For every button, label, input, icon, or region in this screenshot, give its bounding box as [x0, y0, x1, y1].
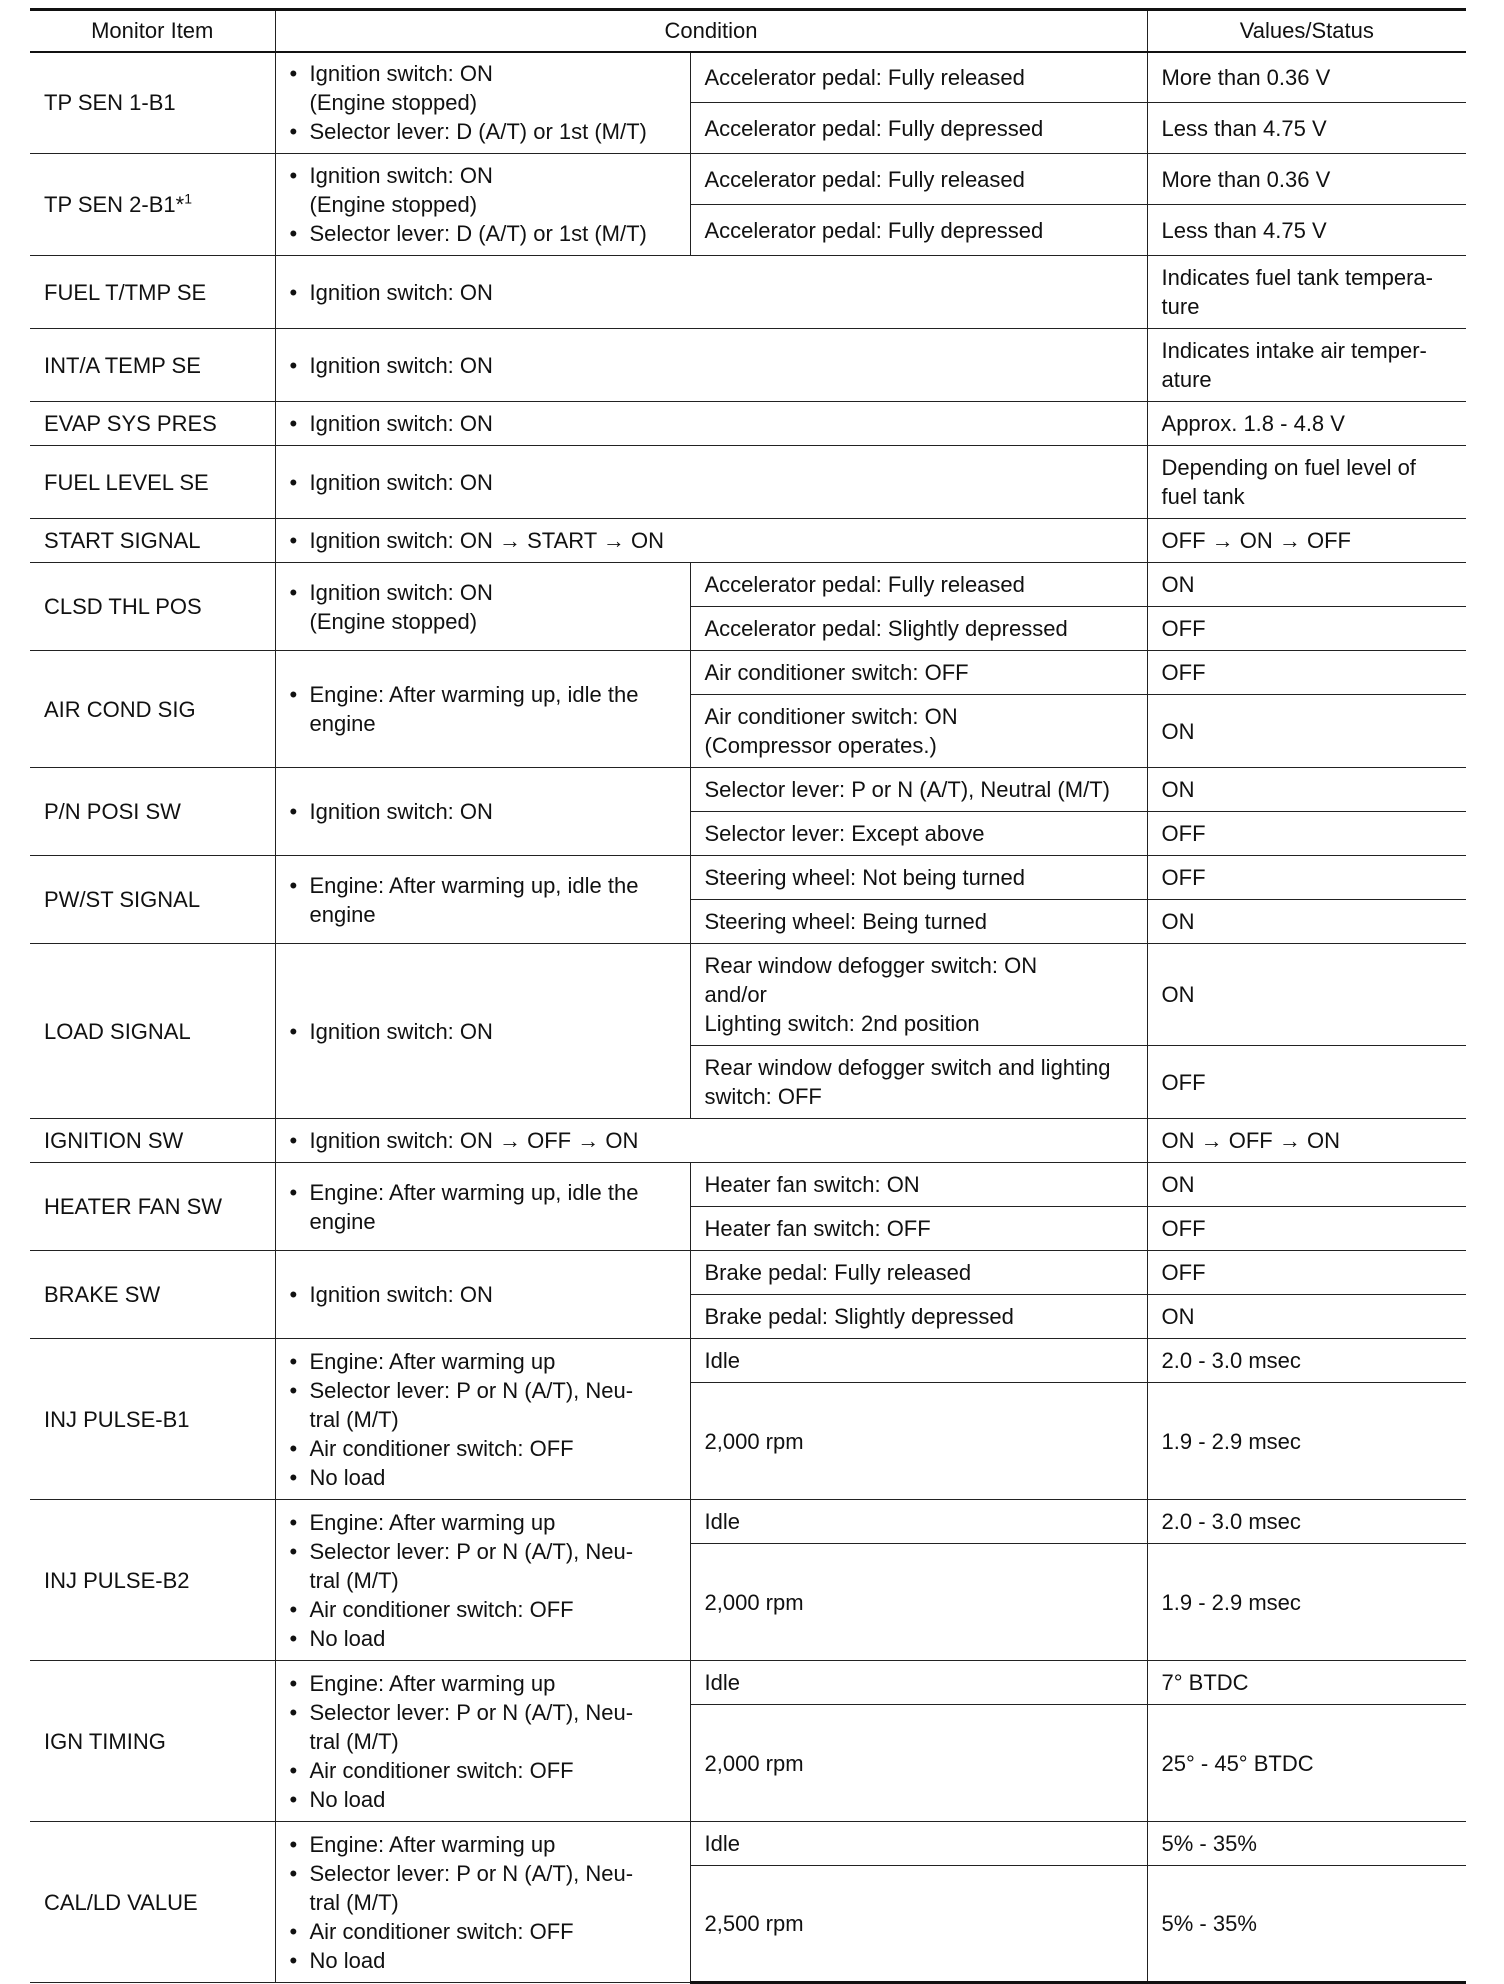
value-cell: 5% - 35%	[1147, 1822, 1466, 1866]
sub-condition-cell: 2,000 rpm	[690, 1544, 1147, 1661]
condition-cell	[275, 256, 1147, 329]
monitor-item-cell	[30, 154, 275, 256]
sub-condition-cell: Accelerator pedal: Slightly depressed	[690, 607, 1147, 651]
table-row	[30, 1119, 1466, 1163]
table-row	[30, 768, 1466, 812]
monitor-item-cell	[30, 1339, 275, 1500]
condition-bullet: • Ignition switch: ON	[290, 797, 676, 826]
condition-cell	[275, 651, 690, 768]
condition-bullet: • No load	[290, 1946, 676, 1975]
sub-condition-cell: Brake pedal: Fully released	[690, 1251, 1147, 1295]
table-row	[30, 1661, 1466, 1705]
monitor-item-name: LOAD SIGNAL	[44, 1018, 191, 1044]
condition-bullet: • Ignition switch: ON	[290, 468, 1133, 497]
value-cell: ON	[1147, 695, 1466, 768]
condition-list	[290, 468, 1133, 497]
monitor-item-cell	[30, 1119, 275, 1163]
condition-cell	[275, 154, 690, 256]
condition-list	[290, 1830, 676, 1975]
value-cell: ON	[1147, 1163, 1466, 1207]
value-cell: 5% - 35%	[1147, 1866, 1466, 1983]
header-monitor-item: Monitor Item	[30, 10, 275, 52]
sub-condition-cell: Heater fan switch: ON	[690, 1163, 1147, 1207]
value-cell: 1.9 - 2.9 msec	[1147, 1544, 1466, 1661]
monitor-item-cell	[30, 329, 275, 402]
monitor-item-name: BRAKE SW	[44, 1282, 161, 1307]
condition-bullet: • Ignition switch: ON	[290, 278, 1133, 307]
value-cell: OFF	[1147, 651, 1466, 695]
condition-list	[290, 526, 1133, 555]
condition-list	[290, 1508, 676, 1653]
condition-bullet: • Selector lever: P or N (A/T), Neu- tral (M/T)	[290, 1698, 676, 1756]
condition-cell	[275, 1251, 690, 1339]
condition-bullet: • Engine: After warming up, idle the engine	[290, 680, 676, 738]
condition-list	[290, 1280, 676, 1309]
condition-cell	[275, 1500, 690, 1661]
condition-bullet: • Ignition switch: ON	[290, 409, 1133, 438]
value-cell: OFF	[1147, 856, 1466, 900]
table-body	[30, 52, 1466, 1983]
value-cell: OFF	[1147, 607, 1466, 651]
condition-cell	[275, 563, 690, 651]
monitor-item-name: AIR COND SIG	[44, 696, 196, 722]
condition-bullet: • No load	[290, 1624, 676, 1653]
condition-bullet: • Engine: After warming up, idle the engine	[290, 871, 676, 929]
condition-list	[290, 1178, 676, 1236]
monitor-item-name: TP SEN 1-B1	[44, 90, 176, 116]
sub-condition-cell: Idle	[690, 1822, 1147, 1866]
monitor-item-cell	[30, 256, 275, 329]
condition-bullet: • Air conditioner switch: OFF	[290, 1917, 676, 1946]
sub-condition-cell: Air conditioner switch: OFF	[690, 651, 1147, 695]
table-row	[30, 519, 1466, 563]
monitor-item-name: IGN TIMING	[44, 1728, 166, 1754]
table-row	[30, 1822, 1466, 1866]
value-cell: ON	[1147, 563, 1466, 607]
condition-list	[290, 578, 676, 636]
monitor-item-name: P/N POSI SW	[44, 799, 181, 824]
condition-cell	[275, 944, 690, 1119]
table-row	[30, 856, 1466, 900]
condition-bullet: • Air conditioner switch: OFF	[290, 1756, 676, 1785]
monitor-item-cell	[30, 563, 275, 651]
monitor-item-cell	[30, 52, 275, 154]
condition-bullet: • Ignition switch: ON	[290, 351, 1133, 380]
document-page	[30, 8, 1466, 1973]
condition-bullet: • Engine: After warming up	[290, 1669, 676, 1698]
sub-condition-cell: Air conditioner switch: ON (Compressor operates.)	[690, 695, 1147, 768]
condition-cell	[275, 1163, 690, 1251]
monitor-item-name: FUEL T/TMP SE	[44, 279, 207, 305]
value-cell: 7° BTDC	[1147, 1661, 1466, 1705]
monitor-item-name: INJ PULSE-B1	[44, 1406, 190, 1432]
sub-condition-cell: Rear window defogger switch: ON and/or Lighting switch: 2nd position	[690, 944, 1147, 1046]
condition-list	[290, 1669, 676, 1814]
condition-list	[290, 1126, 1133, 1155]
condition-cell	[275, 402, 1147, 446]
condition-cell	[275, 1661, 690, 1822]
monitor-item-cell	[30, 944, 275, 1119]
monitor-item-name: PW/ST SIGNAL	[44, 887, 201, 912]
value-cell: Indicates intake air temper- ature	[1147, 329, 1466, 402]
monitor-item-cell	[30, 1163, 275, 1251]
condition-list	[290, 1347, 676, 1492]
sub-condition-cell: Selector lever: P or N (A/T), Neutral (M/T)	[690, 768, 1147, 812]
monitor-item-name: CLSD THL POS	[44, 594, 202, 619]
sub-condition-cell: Rear window defogger switch and lighting switch: OFF	[690, 1046, 1147, 1119]
value-cell: 25° - 45° BTDC	[1147, 1705, 1466, 1822]
condition-list	[290, 680, 676, 738]
monitor-item-cell	[30, 1251, 275, 1339]
value-cell: OFF	[1147, 1046, 1466, 1119]
monitor-item-cell	[30, 519, 275, 563]
sub-condition-cell: 2,500 rpm	[690, 1866, 1147, 1983]
condition-cell	[275, 1339, 690, 1500]
monitor-item-name: FUEL LEVEL SE	[44, 469, 209, 495]
condition-bullet: • Air conditioner switch: OFF	[290, 1595, 676, 1624]
value-cell: ON	[1147, 1295, 1466, 1339]
sub-condition-cell: Accelerator pedal: Fully released	[690, 563, 1147, 607]
condition-bullet: • Engine: After warming up	[290, 1347, 676, 1376]
sub-condition-cell: Brake pedal: Slightly depressed	[690, 1295, 1147, 1339]
condition-bullet: • Ignition switch: ON (Engine stopped)	[290, 578, 676, 636]
condition-cell	[275, 519, 1147, 563]
value-cell: 2.0 - 3.0 msec	[1147, 1500, 1466, 1544]
value-cell: Indicates fuel tank tempera- ture	[1147, 256, 1466, 329]
value-cell: More than 0.36 V	[1147, 52, 1466, 103]
monitor-item-cell	[30, 1822, 275, 1983]
header-row	[30, 10, 1466, 52]
condition-bullet: • Engine: After warming up	[290, 1508, 676, 1537]
condition-bullet: • Selector lever: D (A/T) or 1st (M/T)	[290, 117, 676, 146]
header-condition: Condition	[275, 10, 1147, 52]
condition-bullet: • Selector lever: D (A/T) or 1st (M/T)	[290, 219, 676, 248]
condition-cell	[275, 446, 1147, 519]
header-values-status: Values/Status	[1147, 10, 1466, 52]
sub-condition-cell: Selector lever: Except above	[690, 812, 1147, 856]
condition-list	[290, 59, 676, 146]
condition-bullet: • Ignition switch: ON → OFF → ON	[290, 1126, 1133, 1155]
monitor-item-cell	[30, 856, 275, 944]
table-row	[30, 446, 1466, 519]
monitor-item-name: IGNITION SW	[44, 1128, 184, 1153]
sub-condition-cell: Idle	[690, 1339, 1147, 1383]
condition-cell	[275, 768, 690, 856]
condition-cell	[275, 856, 690, 944]
condition-list	[290, 409, 1133, 438]
monitor-item-name: TP SEN 2-B1*	[44, 192, 185, 217]
condition-bullet: • No load	[290, 1463, 676, 1492]
table-row	[30, 402, 1466, 446]
condition-bullet: • Selector lever: P or N (A/T), Neu- tral (M/T)	[290, 1859, 676, 1917]
condition-cell	[275, 329, 1147, 402]
monitor-item-cell	[30, 402, 275, 446]
condition-bullet: • Ignition switch: ON (Engine stopped)	[290, 59, 676, 117]
sub-condition-cell: 2,000 rpm	[690, 1383, 1147, 1500]
table-row	[30, 329, 1466, 402]
condition-list	[290, 871, 676, 929]
value-cell: ON	[1147, 900, 1466, 944]
condition-bullet: • Selector lever: P or N (A/T), Neu- tral (M/T)	[290, 1376, 676, 1434]
condition-bullet: • Ignition switch: ON	[290, 1280, 676, 1309]
value-cell: More than 0.36 V	[1147, 154, 1466, 205]
condition-bullet: • Ignition switch: ON → START → ON	[290, 526, 1133, 555]
footnote-marker: 1	[184, 190, 193, 207]
monitor-item-name: INT/A TEMP SE	[44, 352, 201, 378]
sub-condition-cell: Steering wheel: Being turned	[690, 900, 1147, 944]
table-row	[30, 1500, 1466, 1544]
value-cell: OFF → ON → OFF	[1147, 519, 1466, 563]
table-row	[30, 1339, 1466, 1383]
condition-bullet: • Engine: After warming up	[290, 1830, 676, 1859]
table-row	[30, 256, 1466, 329]
value-cell: ON	[1147, 944, 1466, 1046]
condition-list	[290, 1017, 676, 1046]
value-cell: Approx. 1.8 - 4.8 V	[1147, 402, 1466, 446]
condition-bullet: • No load	[290, 1785, 676, 1814]
value-cell: OFF	[1147, 1251, 1466, 1295]
table-row	[30, 1251, 1466, 1295]
value-cell: Less than 4.75 V	[1147, 103, 1466, 154]
monitor-item-cell	[30, 1500, 275, 1661]
monitor-item-cell	[30, 446, 275, 519]
value-cell: ON → OFF → ON	[1147, 1119, 1466, 1163]
condition-bullet: • Ignition switch: ON (Engine stopped)	[290, 161, 676, 219]
table-row	[30, 1163, 1466, 1207]
value-cell: ON	[1147, 768, 1466, 812]
condition-bullet: • Air conditioner switch: OFF	[290, 1434, 676, 1463]
sub-condition-cell: Heater fan switch: OFF	[690, 1207, 1147, 1251]
monitor-item-name: EVAP SYS PRES	[44, 411, 217, 436]
value-cell: Depending on fuel level of fuel tank	[1147, 446, 1466, 519]
monitor-item-cell	[30, 1661, 275, 1822]
condition-list	[290, 278, 1133, 307]
condition-bullet: • Selector lever: P or N (A/T), Neu- tral (M/T)	[290, 1537, 676, 1595]
monitor-item-name: CAL/LD VALUE	[44, 1889, 198, 1915]
monitor-item-name: INJ PULSE-B2	[44, 1567, 190, 1593]
condition-list	[290, 797, 676, 826]
condition-bullet: • Ignition switch: ON	[290, 1017, 676, 1046]
sub-condition-cell: Accelerator pedal: Fully depressed	[690, 103, 1147, 154]
condition-bullet: • Engine: After warming up, idle the engine	[290, 1178, 676, 1236]
condition-cell	[275, 1119, 1147, 1163]
sub-condition-cell: Accelerator pedal: Fully depressed	[690, 205, 1147, 256]
sub-condition-cell: Idle	[690, 1661, 1147, 1705]
value-cell: 1.9 - 2.9 msec	[1147, 1383, 1466, 1500]
monitor-item-cell	[30, 651, 275, 768]
value-cell: OFF	[1147, 1207, 1466, 1251]
condition-cell	[275, 1822, 690, 1983]
monitor-item-cell	[30, 768, 275, 856]
sub-condition-cell: Accelerator pedal: Fully released	[690, 52, 1147, 103]
value-cell: 2.0 - 3.0 msec	[1147, 1339, 1466, 1383]
monitor-item-name: HEATER FAN SW	[44, 1194, 223, 1219]
table-row	[30, 52, 1466, 103]
table-row	[30, 563, 1466, 607]
sub-condition-cell: 2,000 rpm	[690, 1705, 1147, 1822]
table-row	[30, 944, 1466, 1046]
table-row	[30, 154, 1466, 205]
sub-condition-cell: Accelerator pedal: Fully released	[690, 154, 1147, 205]
condition-list	[290, 161, 676, 248]
condition-cell	[275, 52, 690, 154]
sub-condition-cell: Steering wheel: Not being turned	[690, 856, 1147, 900]
value-cell: Less than 4.75 V	[1147, 205, 1466, 256]
monitor-item-table	[30, 8, 1466, 1984]
sub-condition-cell: Idle	[690, 1500, 1147, 1544]
table-row	[30, 651, 1466, 695]
condition-list	[290, 351, 1133, 380]
monitor-item-name: START SIGNAL	[44, 528, 201, 553]
value-cell: OFF	[1147, 812, 1466, 856]
